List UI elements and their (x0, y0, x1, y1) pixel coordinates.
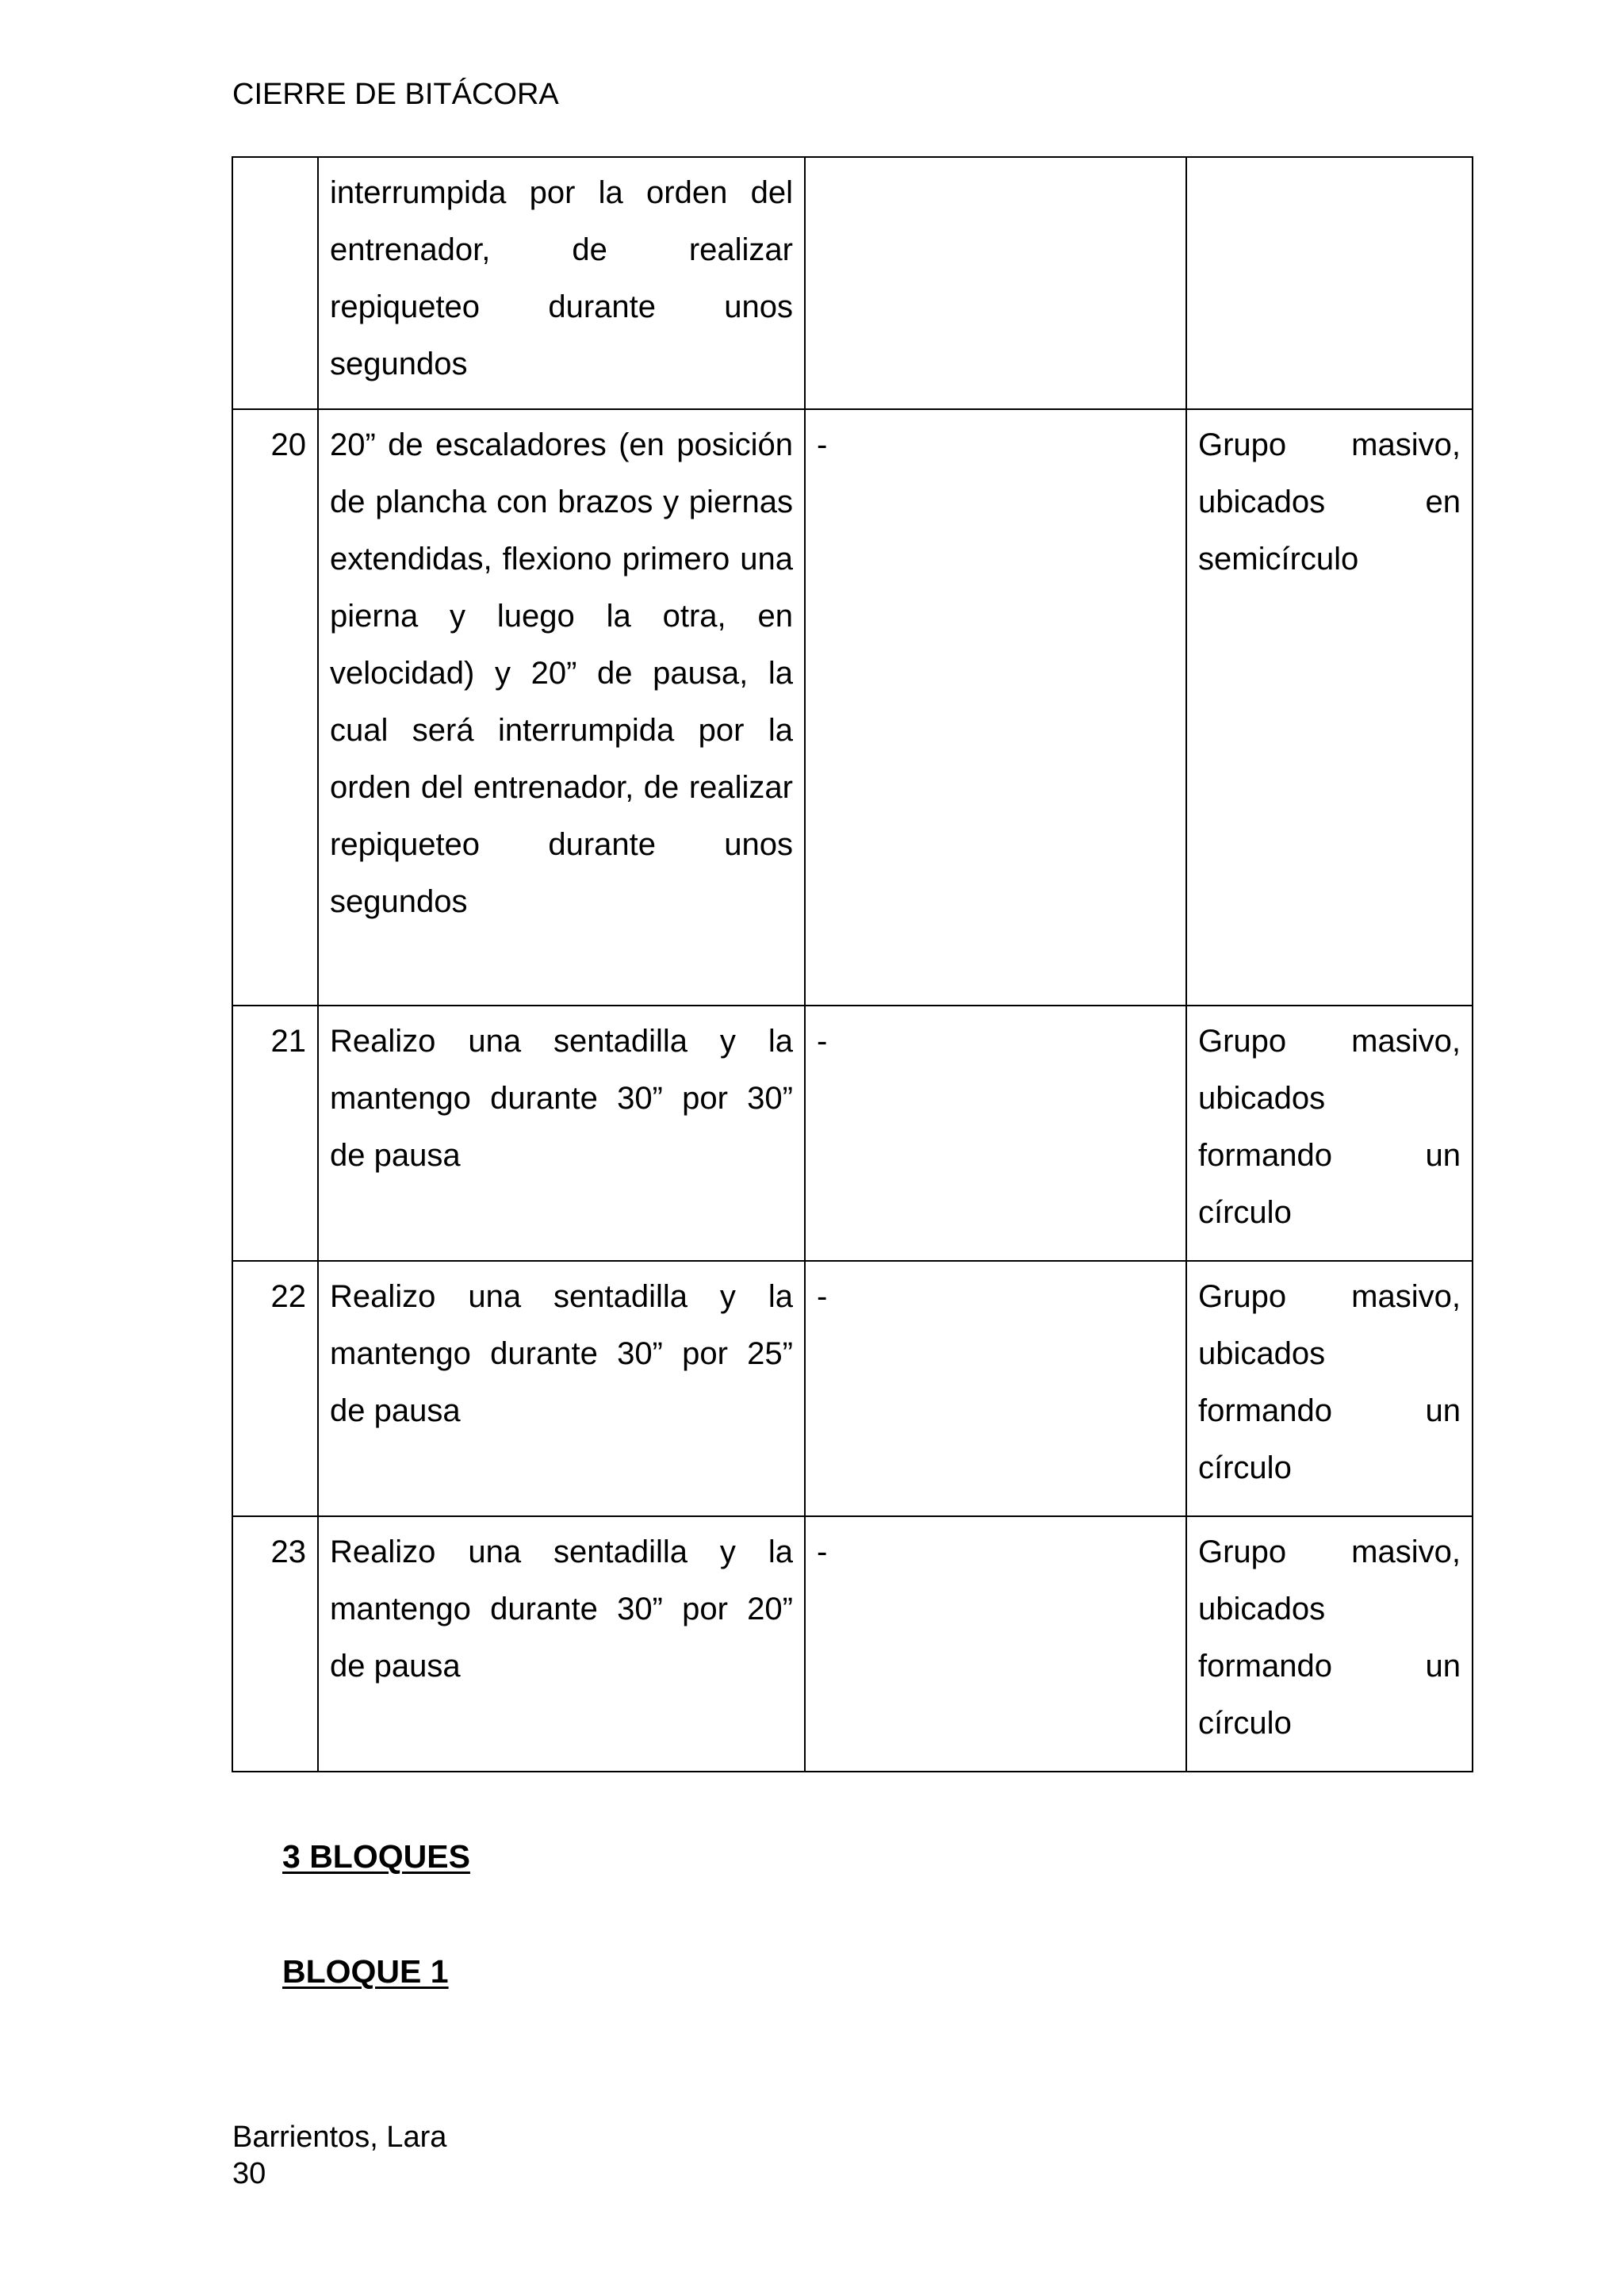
row-organization (1186, 157, 1473, 409)
row-material: - (805, 1261, 1186, 1516)
page-footer (232, 2119, 446, 2192)
footer-author: Barrientos, Lara (232, 2121, 447, 2154)
row-material (805, 157, 1186, 409)
row-organization: Grupo masivo, ubicados formando un círculo (1186, 1261, 1473, 1516)
row-number: 21 (232, 1006, 318, 1261)
row-number: 22 (232, 1261, 318, 1516)
row-description: interrumpida por la orden del entrenador, de realizar repiqueteo durante unos segundos (318, 157, 805, 409)
table-row (232, 1261, 1473, 1516)
block1-heading: BLOQUE 1 (282, 1953, 449, 1990)
activity-table (232, 156, 1473, 1772)
blocks-heading: 3 BLOQUES (282, 1838, 470, 1875)
row-number: 20 (232, 409, 318, 1006)
row-material: - (805, 1006, 1186, 1261)
table-row (232, 1006, 1473, 1261)
row-material: - (805, 1516, 1186, 1772)
table-row (232, 409, 1473, 1006)
row-description: 20” de escaladores (en posición de plancha con brazos y piernas extendidas, flexiono primero una pierna y luego la otra, en velocidad) y 20” de pausa, la cual será interrumpida por la orden del entrenador, de realizar repiqueteo durante unos segundos (318, 409, 805, 1006)
table-row (232, 157, 1473, 409)
page-header-title: CIERRE DE BITÁCORA (232, 78, 559, 111)
row-description: Realizo una sentadilla y la mantengo durante 30” por 30” de pausa (318, 1006, 805, 1261)
row-description: Realizo una sentadilla y la mantengo durante 30” por 20” de pausa (318, 1516, 805, 1772)
row-organization: Grupo masivo, ubicados en semicírculo (1186, 409, 1473, 1006)
page-number: 30 (232, 2157, 266, 2190)
row-description: Realizo una sentadilla y la mantengo durante 30” por 25” de pausa (318, 1261, 805, 1516)
table-row (232, 1516, 1473, 1772)
row-number: 23 (232, 1516, 318, 1772)
row-organization: Grupo masivo, ubicados formando un círculo (1186, 1516, 1473, 1772)
row-number (232, 157, 318, 409)
row-material: - (805, 409, 1186, 1006)
row-organization: Grupo masivo, ubicados formando un círculo (1186, 1006, 1473, 1261)
